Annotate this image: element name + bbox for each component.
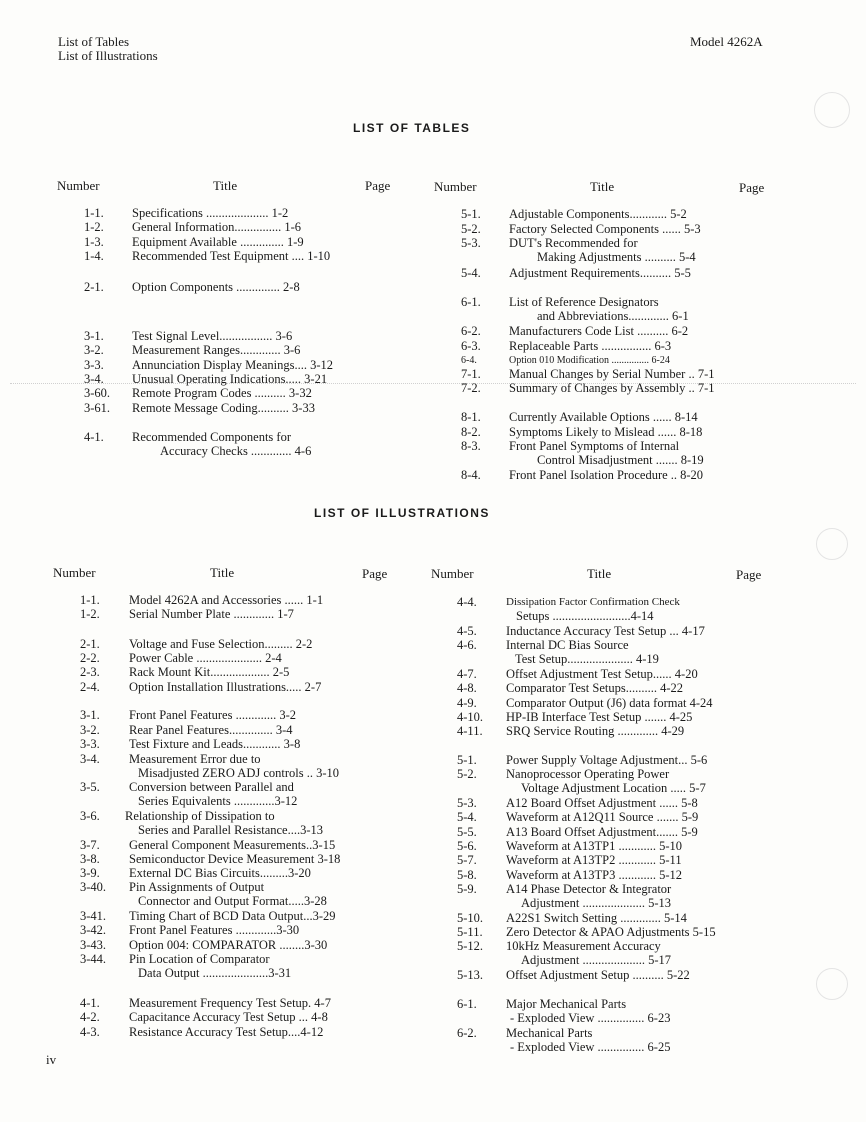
- header-left-line1: List of Tables: [58, 34, 130, 49]
- page-number: iv: [46, 1052, 57, 1067]
- tables-right-col-page: Page: [739, 180, 765, 195]
- illus-right-col-number: Number: [431, 566, 474, 581]
- tables-left-col-page: Page: [365, 178, 391, 193]
- scan-hole-mark: [816, 528, 848, 560]
- illus-left-col-title: Title: [210, 565, 235, 580]
- scan-hole-mark: [816, 968, 848, 1000]
- illus-left-col-number: Number: [53, 565, 96, 580]
- scan-hole-mark: [814, 92, 850, 128]
- illus-right-col-page: Page: [736, 567, 762, 582]
- illus-left-col-page: Page: [362, 566, 388, 581]
- illustrations-heading: LIST OF ILLUSTRATIONS: [314, 506, 490, 520]
- tables-left-col-number: Number: [57, 178, 100, 193]
- header-model: Model 4262A: [690, 34, 763, 49]
- tables-heading: LIST OF TABLES: [353, 121, 471, 135]
- illus-right-col-title: Title: [587, 566, 612, 581]
- header-left-line2: List of Illustrations: [58, 48, 158, 63]
- tables-left-col-title: Title: [213, 178, 238, 193]
- tables-right-col-number: Number: [434, 179, 477, 194]
- tables-right-col-title: Title: [590, 179, 615, 194]
